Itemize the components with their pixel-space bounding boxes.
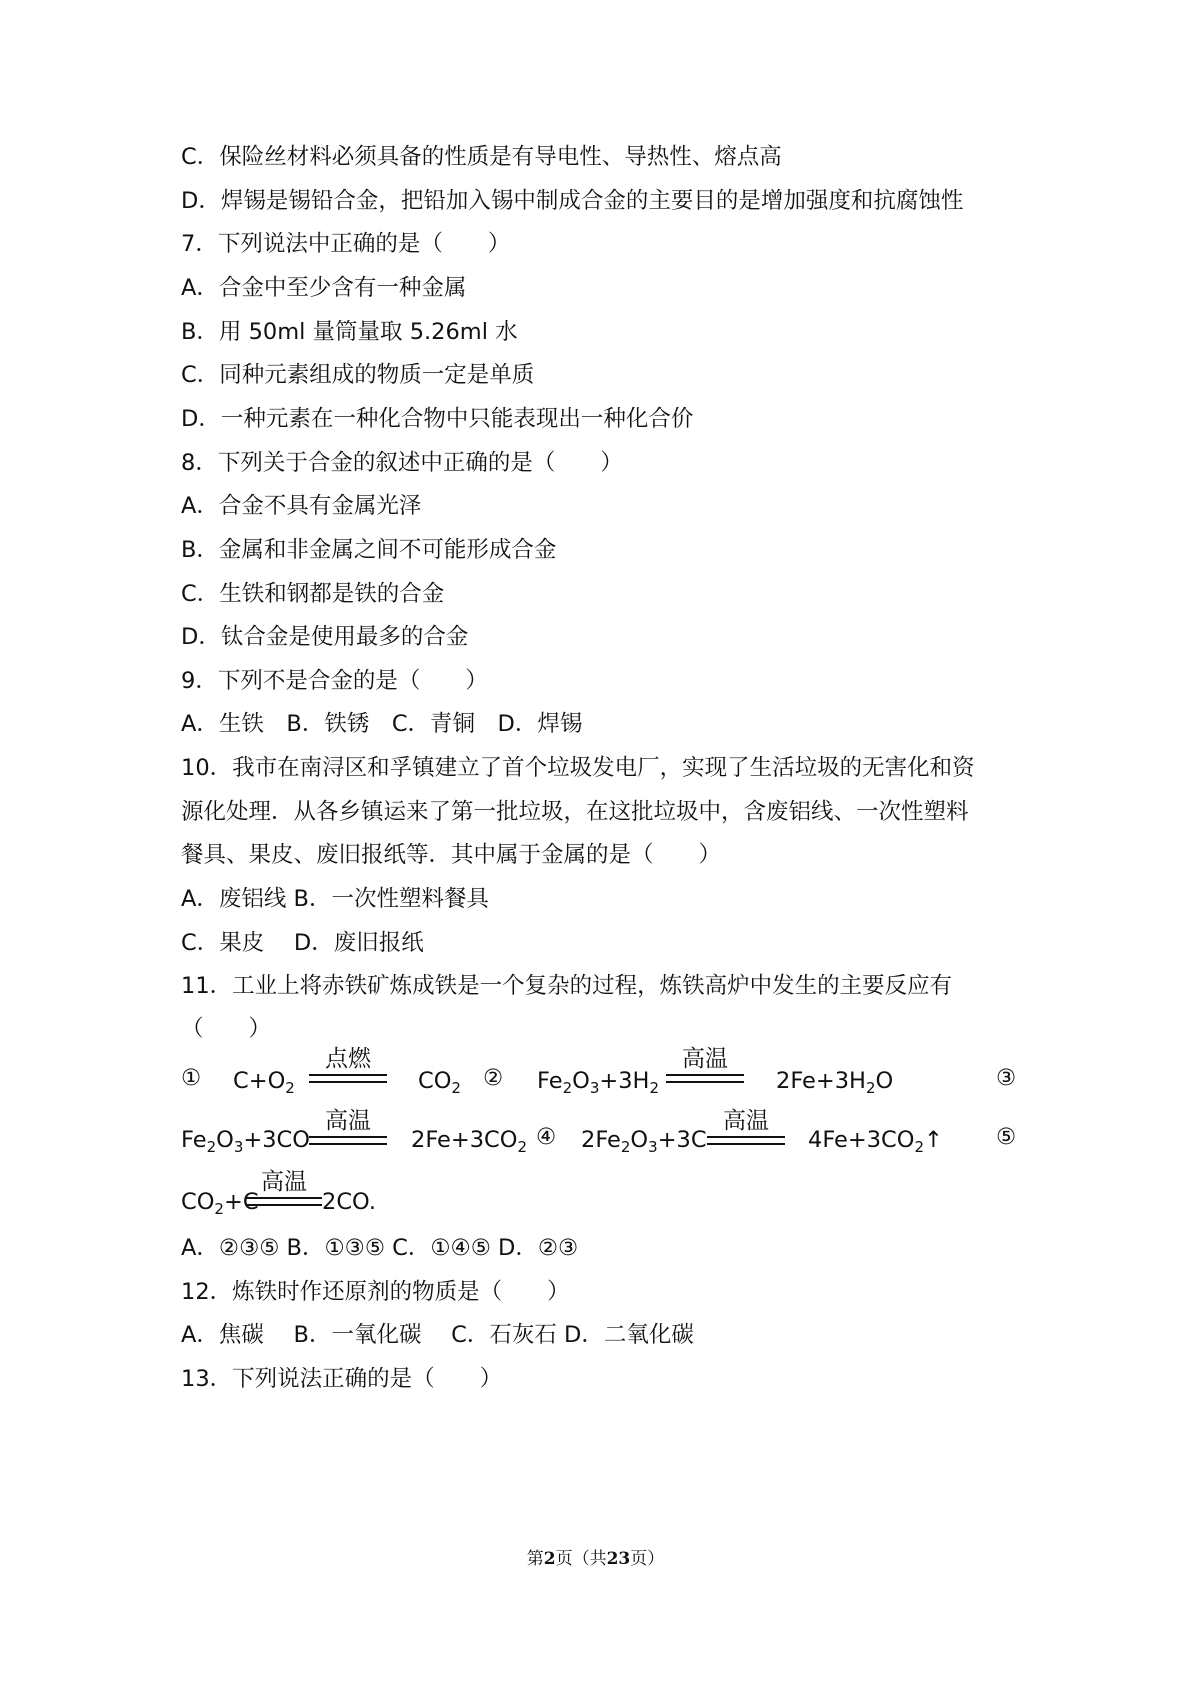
- question-10-stem-line-2: 源化处理．从各乡镇运来了第一批垃圾，在这批垃圾中，含废铝线、一次性塑料: [181, 799, 969, 825]
- reaction-1-reactants: $C+O_2$: [233, 1068, 295, 1097]
- reaction-number-5: ⑤: [996, 1124, 1017, 1150]
- reaction-number-1: ①: [181, 1065, 202, 1091]
- current-page-number: 2: [543, 1549, 556, 1569]
- reaction-2-products: $2Fe+3H_2O$: [776, 1068, 894, 1097]
- question-7-option-a: A．合金中至少含有一种金属: [181, 275, 467, 301]
- question-6-option-d: D．焊锡是锡铅合金，把铅加入锡中制成合金的主要目的是增加强度和抗腐蚀性: [181, 188, 964, 214]
- question-11-stem-line-2: （ ）: [181, 1016, 272, 1042]
- reaction-number-2: ②: [483, 1065, 504, 1091]
- reaction-5-arrow: 高温: [246, 1168, 322, 1206]
- reaction-number-4: ④: [536, 1124, 557, 1150]
- question-7-option-d: D．一种元素在一种化合物中只能表现出一种化合价: [181, 406, 694, 432]
- question-6-option-c: C．保险丝材料必须具备的性质是有导电性、导热性、熔点高: [181, 144, 782, 170]
- question-12-options: A．焦碳 B．一氧化碳 C．石灰石 D．二氧化碳: [181, 1322, 694, 1348]
- reaction-number-3: ③: [996, 1065, 1017, 1091]
- reaction-3-products: $2Fe+3CO_2$: [411, 1127, 528, 1156]
- reaction-3-arrow: 高温: [309, 1107, 387, 1145]
- question-8-stem: 8．下列关于合金的叙述中正确的是（ ）: [181, 450, 623, 476]
- reaction-1-arrow: 点燃: [309, 1045, 387, 1083]
- question-7-option-c: C．同种元素组成的物质一定是单质: [181, 362, 535, 388]
- reaction-5-products: 2CO.: [322, 1189, 376, 1215]
- reaction-4-arrow: 高温: [707, 1107, 785, 1145]
- question-9-stem: 9．下列不是合金的是（ ）: [181, 668, 488, 694]
- reaction-4-reactants: $2Fe_2O_3+3C$: [581, 1127, 707, 1156]
- question-10-options-row-1: A．废铝线 B．一次性塑料餐具: [181, 886, 489, 912]
- question-9-options: A．生铁 B．铁锈 C．青铜 D．焊锡: [181, 711, 583, 737]
- reaction-2-reactants: $Fe_2O_3+3H_2$: [537, 1068, 660, 1097]
- question-8-option-d: D．钛合金是使用最多的合金: [181, 624, 469, 650]
- question-8-option-a: A．合金不具有金属光泽: [181, 493, 422, 519]
- question-11-options: A．②③⑤ B．①③⑤ C．①④⑤ D．②③: [181, 1235, 579, 1261]
- question-8-option-c: C．生铁和钢都是铁的合金: [181, 581, 445, 607]
- question-10-options-row-2: C．果皮 D．废旧报纸: [181, 930, 424, 956]
- reaction-2-arrow: 高温: [666, 1045, 744, 1083]
- question-13-stem: 13．下列说法正确的是（ ）: [181, 1366, 503, 1392]
- question-10-stem-line-1: 10．我市在南浔区和孚镇建立了首个垃圾发电厂，实现了生活垃圾的无害化和资: [181, 755, 975, 781]
- page-footer: 第2页（共23页）: [526, 1549, 665, 1569]
- reaction-5-reactants: $CO_2+C$: [181, 1189, 259, 1218]
- question-10-stem-line-3: 餐具、果皮、废旧报纸等．其中属于金属的是（ ）: [181, 842, 722, 868]
- reaction-3-reactants: $Fe_2O_3+3CO$: [181, 1127, 310, 1156]
- reaction-1-products: $CO_2$: [418, 1068, 461, 1097]
- question-12-stem: 12．炼铁时作还原剂的物质是（ ）: [181, 1279, 570, 1305]
- reaction-4-products: $4Fe+3CO_2↑$: [808, 1127, 943, 1156]
- question-11-stem-line-1: 11．工业上将赤铁矿炼成铁是一个复杂的过程，炼铁高炉中发生的主要反应有: [181, 973, 953, 999]
- question-8-option-b: B．金属和非金属之间不可能形成合金: [181, 537, 557, 563]
- question-7-option-b: B．用 50ml 量筒量取 5.26ml 水: [181, 319, 518, 345]
- question-7-stem: 7．下列说法中正确的是（ ）: [181, 231, 511, 257]
- total-page-count: 23: [606, 1549, 631, 1569]
